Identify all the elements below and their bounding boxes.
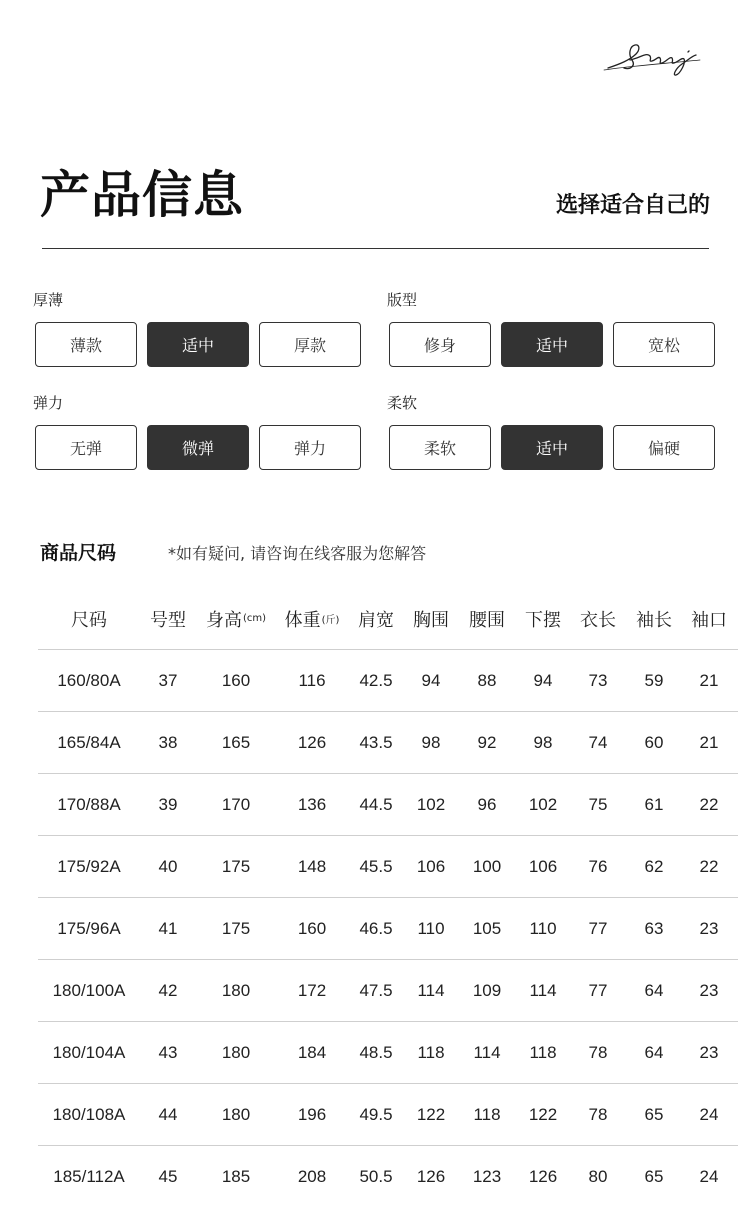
option-thick[interactable]: 厚款 <box>259 322 361 367</box>
table-header-row <box>38 588 738 649</box>
cell-waist: 114 <box>473 1042 501 1062</box>
cell-shoulder: 42.5 <box>359 670 393 690</box>
cell-weight: 136 <box>297 794 327 814</box>
cell-model-type: 41 <box>158 918 178 938</box>
column-header-height <box>195 588 277 649</box>
cell-waist: 96 <box>477 794 497 814</box>
column-label: 袖长 <box>636 609 672 631</box>
cell-waist: 123 <box>472 1166 502 1186</box>
cell-cuff: 23 <box>699 918 719 938</box>
cell-cuff: 22 <box>699 856 719 876</box>
cell-weight: 208 <box>297 1166 327 1186</box>
cell-cuff: 24 <box>699 1104 719 1124</box>
column-header-chest <box>405 588 457 649</box>
size-table <box>38 588 738 1207</box>
cell-weight: 148 <box>297 856 327 876</box>
column-header-model-type <box>141 588 195 649</box>
cell-size: 165/84A <box>57 732 121 752</box>
cell-sleeve-length: 64 <box>644 1042 664 1062</box>
cell-length: 74 <box>588 732 608 752</box>
cell-shoulder: 43.5 <box>359 732 393 752</box>
cell-size: 185/112A <box>53 1166 125 1186</box>
page-title: 产品信息 <box>40 166 244 224</box>
cell-model-type: 45 <box>158 1166 178 1186</box>
cell-weight: 172 <box>297 980 327 1000</box>
cell-sleeve-length: 64 <box>644 980 664 1000</box>
cell-length: 76 <box>588 856 608 876</box>
column-header-waist <box>459 588 515 649</box>
cell-model-type: 40 <box>158 856 178 876</box>
cell-shoulder: 45.5 <box>359 856 393 876</box>
column-label: 胸围 <box>413 609 449 631</box>
cell-size: 180/108A <box>52 1104 126 1124</box>
cell-sleeve-length: 62 <box>644 856 664 876</box>
cell-sleeve-length: 63 <box>644 918 664 938</box>
attribute-label: 版型 <box>387 291 418 309</box>
cell-model-type: 39 <box>158 794 178 814</box>
attribute-label: 弹力 <box>33 394 64 412</box>
cell-size: 180/100A <box>52 980 126 1000</box>
option-regular-fit[interactable]: 适中 <box>501 322 603 367</box>
option-medium-softness[interactable]: 适中 <box>501 425 603 470</box>
cell-chest: 98 <box>421 732 441 752</box>
cell-size: 170/88A <box>57 794 121 814</box>
cell-hem: 114 <box>529 980 557 1000</box>
column-label: 腰围 <box>469 609 505 631</box>
column-label: 体重 <box>284 609 321 631</box>
cell-waist: 105 <box>472 918 502 938</box>
cell-shoulder: 46.5 <box>359 918 393 938</box>
cell-model-type: 43 <box>158 1042 178 1062</box>
column-unit: (cm) <box>242 613 267 624</box>
table-row <box>38 1083 738 1145</box>
cell-weight: 160 <box>297 918 327 938</box>
attribute-options <box>35 425 361 470</box>
cell-height: 185 <box>221 1166 251 1186</box>
option-stiff[interactable]: 偏硬 <box>613 425 715 470</box>
cell-shoulder: 44.5 <box>359 794 393 814</box>
cell-height: 180 <box>221 1104 251 1124</box>
cell-model-type: 38 <box>158 732 178 752</box>
column-label: 身高 <box>205 609 242 631</box>
column-header-sleeve-length <box>628 588 680 649</box>
attribute-options <box>389 425 715 470</box>
table-row <box>38 711 738 773</box>
option-slight-stretch[interactable]: 微弹 <box>147 425 249 470</box>
cell-chest: 102 <box>416 794 446 814</box>
table-row <box>38 897 738 959</box>
cell-waist: 88 <box>477 670 497 690</box>
cell-height: 175 <box>221 918 251 938</box>
option-slim[interactable]: 修身 <box>389 322 491 367</box>
page-subtitle: 选择适合自己的 <box>555 193 710 218</box>
cell-chest: 106 <box>416 856 446 876</box>
cell-hem: 122 <box>528 1104 558 1124</box>
cell-cuff: 21 <box>699 670 719 690</box>
cell-sleeve-length: 59 <box>644 670 664 690</box>
cell-weight: 116 <box>298 670 326 690</box>
column-header-cuff <box>682 588 736 649</box>
cell-hem: 118 <box>529 1042 557 1062</box>
attribute-options <box>389 322 715 367</box>
cell-sleeve-length: 61 <box>644 794 664 814</box>
cell-length: 77 <box>588 980 608 1000</box>
cell-shoulder: 49.5 <box>359 1104 393 1124</box>
cell-chest: 94 <box>421 670 441 690</box>
option-loose[interactable]: 宽松 <box>613 322 715 367</box>
option-thin[interactable]: 薄款 <box>35 322 137 367</box>
cell-weight: 184 <box>297 1042 327 1062</box>
cell-size: 180/104A <box>52 1042 126 1062</box>
cell-cuff: 24 <box>699 1166 719 1186</box>
cell-height: 180 <box>221 1042 251 1062</box>
column-label: 衣长 <box>580 609 616 631</box>
cell-size: 175/96A <box>57 918 121 938</box>
cell-length: 75 <box>588 794 608 814</box>
cell-chest: 114 <box>417 980 445 1000</box>
table-row <box>38 835 738 897</box>
cell-weight: 196 <box>297 1104 327 1124</box>
attribute-options <box>35 322 361 367</box>
cell-length: 77 <box>588 918 608 938</box>
cell-height: 175 <box>221 856 251 876</box>
cell-model-type: 42 <box>158 980 178 1000</box>
cell-hem: 102 <box>528 794 558 814</box>
cell-size: 175/92A <box>57 856 121 876</box>
cell-sleeve-length: 65 <box>644 1104 664 1124</box>
column-unit: (斤) <box>321 615 340 626</box>
signature-logo <box>600 30 710 80</box>
column-label: 下摆 <box>525 609 561 631</box>
option-medium-thickness[interactable]: 适中 <box>147 322 249 367</box>
cell-hem: 106 <box>528 856 558 876</box>
cell-hem: 98 <box>533 732 553 752</box>
cell-chest: 126 <box>416 1166 446 1186</box>
cell-length: 78 <box>588 1104 608 1124</box>
cell-model-type: 44 <box>158 1104 178 1124</box>
column-label: 袖口 <box>691 609 727 631</box>
size-chart-heading: 商品尺码 <box>40 542 117 564</box>
option-stretch[interactable]: 弹力 <box>259 425 361 470</box>
column-header-hem <box>515 588 571 649</box>
cell-length: 73 <box>588 670 608 690</box>
column-header-weight <box>277 588 347 649</box>
column-label: 肩宽 <box>358 609 394 631</box>
title-divider <box>42 248 709 249</box>
cell-height: 170 <box>221 794 251 814</box>
cell-height: 180 <box>221 980 251 1000</box>
cell-height: 160 <box>221 670 251 690</box>
column-header-length <box>572 588 624 649</box>
column-header-size <box>39 588 139 649</box>
column-label: 号型 <box>150 609 186 631</box>
cell-waist: 92 <box>477 732 497 752</box>
cell-hem: 94 <box>533 670 553 690</box>
column-label: 尺码 <box>71 609 107 631</box>
cell-height: 165 <box>221 732 251 752</box>
table-row <box>38 649 738 711</box>
option-soft[interactable]: 柔软 <box>389 425 491 470</box>
column-header-shoulder <box>347 588 405 649</box>
table-row <box>38 959 738 1021</box>
cell-length: 80 <box>588 1166 608 1186</box>
attribute-label: 厚薄 <box>33 291 64 309</box>
cell-weight: 126 <box>297 732 327 752</box>
cell-cuff: 23 <box>699 980 719 1000</box>
cell-length: 78 <box>588 1042 608 1062</box>
cell-waist: 100 <box>472 856 502 876</box>
cell-waist: 109 <box>472 980 502 1000</box>
cell-shoulder: 50.5 <box>359 1166 393 1186</box>
cell-model-type: 37 <box>158 670 178 690</box>
cell-waist: 118 <box>473 1104 501 1124</box>
size-chart-note: *如有疑问, 请咨询在线客服为您解答 <box>168 544 427 563</box>
attribute-label: 柔软 <box>387 394 418 412</box>
table-row <box>38 773 738 835</box>
cell-sleeve-length: 60 <box>644 732 664 752</box>
cell-cuff: 23 <box>699 1042 719 1062</box>
cell-shoulder: 47.5 <box>359 980 393 1000</box>
cell-size: 160/80A <box>57 670 121 690</box>
cell-chest: 122 <box>416 1104 446 1124</box>
cell-shoulder: 48.5 <box>359 1042 393 1062</box>
table-row <box>38 1021 738 1083</box>
option-no-stretch[interactable]: 无弹 <box>35 425 137 470</box>
cell-hem: 126 <box>528 1166 558 1186</box>
cell-hem: 110 <box>529 918 557 938</box>
table-row <box>38 1145 738 1207</box>
cell-cuff: 21 <box>699 732 719 752</box>
cell-cuff: 22 <box>699 794 719 814</box>
cell-chest: 118 <box>417 1042 445 1062</box>
cell-chest: 110 <box>417 918 445 938</box>
cell-sleeve-length: 65 <box>644 1166 664 1186</box>
